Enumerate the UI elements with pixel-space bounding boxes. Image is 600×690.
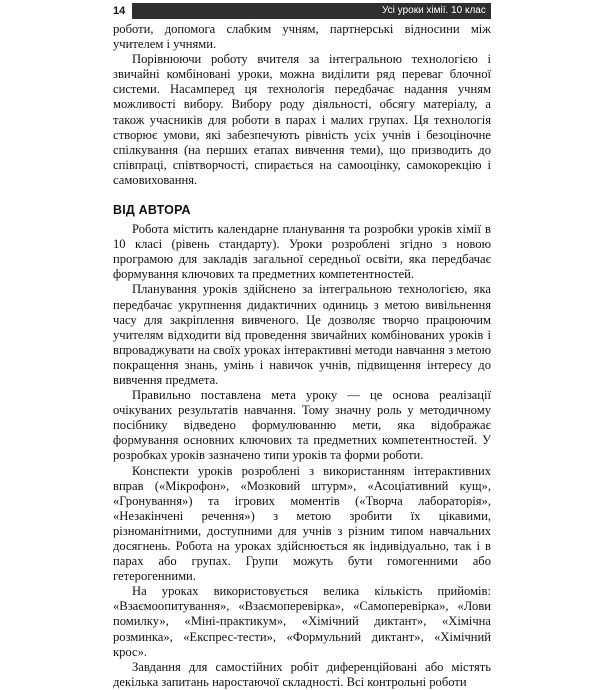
page-number: 14 [113,5,126,17]
paragraph: Порівнюючи роботу вчителя за інтегральною технологією і звичайні комбіновані уроки, можна виділити ряд переваг блочної системи. Насамперед ця технологія передбачає надання учням можливості вибору. Вибору роду діяльності, обсягу матеріалу, а також учасників для роботи в парах і малих групах. Ця технологія створює умови, які забезпечують рівність усіх учнів і безоціночне спілкування (на перших етапах вивчення теми), що призводить до співпраці, співтворчості, спирається на самооцінку, самокорекцію і самовиховання. [113,52,491,187]
section-heading: ВІД АВТОРА [113,203,191,218]
body-text [113,22,491,690]
paragraph: Завдання для самостійних робіт диференційовані або містять декілька запитань наростаючої складності. Всі контрольні роботи [113,659,491,689]
paragraph: Правильно поставлена мета уроку — це основа реалізації очікуваних результатів навчання. Тому значну роль у методичному посібнику відведено формулюванню мети, яка відображає формування основних ключових та предметних компетентностей. У розробках уроків зазначено типи уроків та форми роботи. [113,388,491,463]
page-header [113,3,491,19]
paragraph: роботи, допомога слабким учням, партнерські відносини між учителем і учнями. [113,22,491,52]
paragraph: Планування уроків здійснено за інтегральною технологією, яка передбачає укрупнення дидактичних одиниць з метою вивільнення часу для закріплення вивченого. Це дозволяє творчо працюючим учителям відходити від проведення звичайних комбінованих уроків і впроваджувати на своїх уроках інтерактивні методи навчання з метою покращення знань, умінь і навичок учнів, підвищення інтересу до вивчення предмета. [113,282,491,387]
paragraph: На уроках використовується велика кількість прийомів: «Взаємоопитування», «Взаємоперевірка», «Самоперевірка», «Лови помилку», «Міні-практикум», «Хімічний диктант», «Хімічна розминка», «Експрес-тести», «Формульний диктант», «Хімічний крос». [113,584,491,659]
running-title-bar: Усі уроки хімії. 10 клас [132,3,491,19]
paragraph: Конспекти уроків розроблені з використанням інтерактивних вправ («Мікрофон», «Мозковий штурм», «Асоціативний кущ», «Гронування») та ігрових моментів («Творча лабораторія», «Незакінчені речення») з метою зробити їх цікавими, різноманітними, доступними для учнів з різним типом навчальних досягнень. Робота на уроках здійснюється як індивідуально, так і в парах або групах. Групи можуть бути гомогенними або гетерогенними. [113,463,491,584]
paragraph: Робота містить календарне планування та розробки уроків хімії в 10 класі (рівень стандарту). Уроки розроблені згідно з новою програмою для закладів загальної середньої освіти, яка передбачає формування ключових та предметних компетентностей. [113,222,491,282]
